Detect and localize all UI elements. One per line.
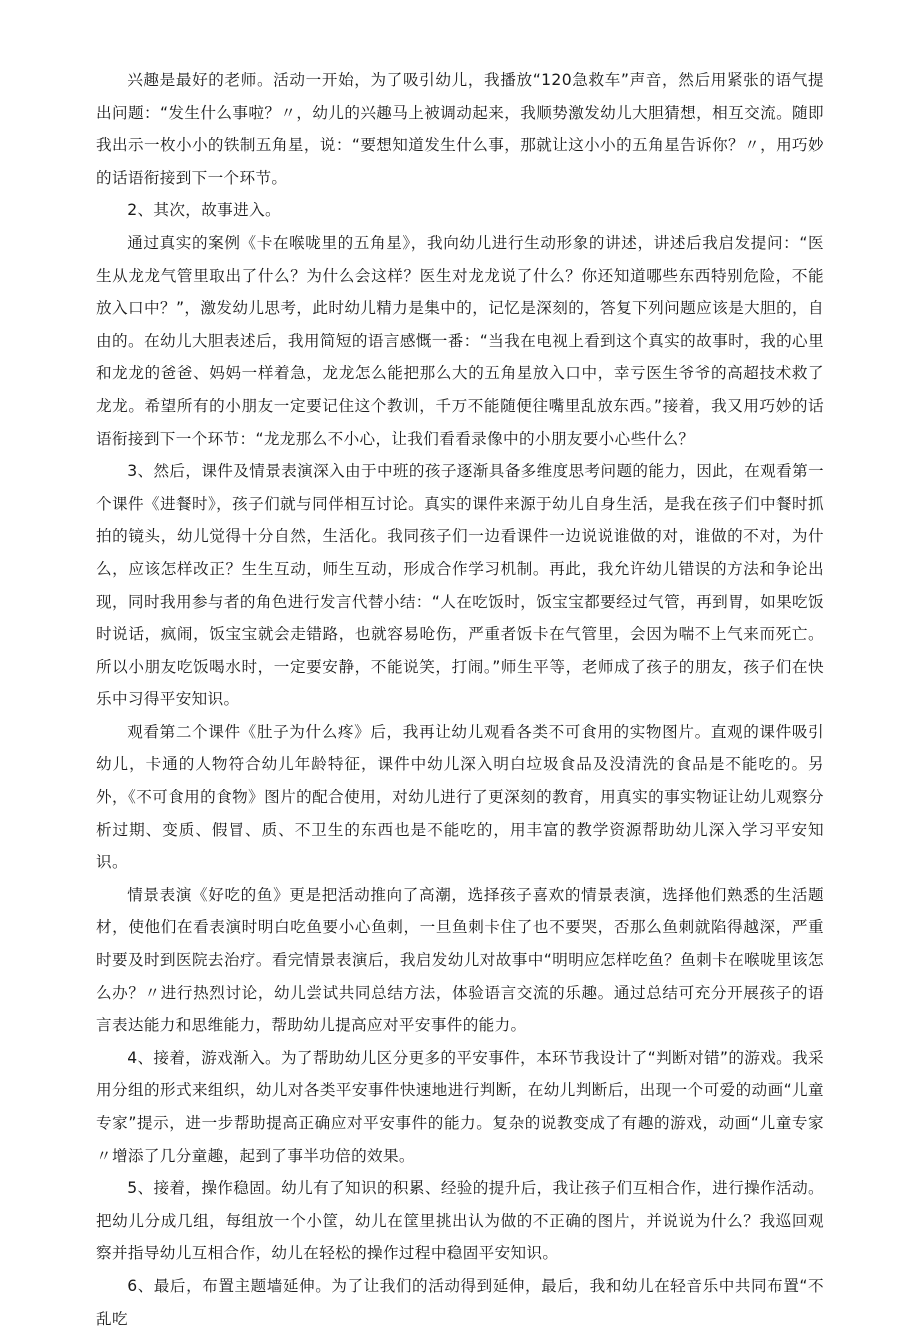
paragraph-story-case: 通过真实的案例《卡在喉咙里的五角星》，我向幼儿进行生动形象的讲述，讲述后我启发提问：“医生从龙龙气管里取出了什么？为什么会这样？医生对龙龙说了什么？你还知道哪些东西特别危险，不能放入口中？”，激发幼儿思考，此时幼儿精力是集中的，记忆是深刻的，答复下列问题应该是大胆的，自由的。在幼儿大胆表述后，我用简短的语言感慨一番：“当我在电视上看到这个真实的故事时，我的心里和龙龙的爸爸、妈妈一样着急，龙龙怎么能把那么大的五角星放入口中，幸亏医生爷爷的高超技术救了龙龙。希望所有的小朋友一定要记住这个教训，千万不能随便往嘴里乱放东西。”接着，我又用巧妙的话语衔接到下一个环节：“龙龙那么不小心，让我们看看录像中的小朋友要小心些什么？ [96, 233, 824, 448]
paragraph-step-6-wall: 6、最后，布置主题墙延伸。为了让我们的活动得到延伸，最后，我和幼儿在轻音乐中共同布置“不乱吃 [96, 1276, 824, 1328]
paragraph-step-2-heading: 2、其次，故事进入。 [127, 201, 281, 220]
paragraph-step-4-game: 4、接着，游戏渐入。为了帮助幼儿区分更多的平安事件，本环节我设计了“判断对错”的游戏。我采用分组的形式来组织，幼儿对各类平安事件快速地进行判断，在幼儿判断后，出现一个可爱的动画“儿童专家”提示，进一步帮助提高正确应对平安事件的能力。复杂的说教变成了有趣的游戏，动画“儿童专家〃增添了几分童趣，起到了事半功倍的效果。 [96, 1048, 824, 1165]
paragraph-intro-interest: 兴趣是最好的老师。活动一开始，为了吸引幼儿，我播放“120急救车”声音，然后用紧张的语气提出问题：“发生什么事啦？〃，幼儿的兴趣马上被调动起来，我顺势激发幼儿大胆猜想，相互交流。随即我出示一枚小小的铁制五角星，说：“要想知道发生什么事，那就让这小小的五角星告诉你？〃，用巧妙的话语衔接到下一个环节。 [96, 71, 824, 187]
paragraph-step-5-operation: 5、接着，操作稳固。幼儿有了知识的积累、经验的提升后，我让孩子们互相合作，进行操作活动。把幼儿分成几组，每组放一个小筐，幼儿在筐里挑出认为做的不正确的图片，并说说为什么？我巡回观察并指导幼儿互相合作，幼儿在轻松的操作过程中稳固平安知识。 [96, 1179, 824, 1263]
paragraph-step-3-courseware: 3、然后，课件及情景表演深入由于中班的孩子逐渐具备多维度思考问题的能力，因此，在观看第一个课件《进餐时》，孩子们就与同伴相互讨论。真实的课件来源于幼儿自身生活，是我在孩子们中餐时抓拍的镜头，幼儿觉得十分自然，生活化。我同孩子们一边看课件一边说说谁做的对，谁做的不对，为什么，应该怎样改正？生生互动，师生互动，形成合作学习机制。再此，我允许幼儿错误的方法和争论出现，同时我用参与者的角色进行发言代替小结：“人在吃饭时，饭宝宝都要经过气管，再到胃，如果吃饭时说话，疯闹，饭宝宝就会走错路，也就容易呛伤，严重者饭卡在气管里，会因为喘不上气来而死亡。所以小朋友吃饭喝水时，一定要安静，不能说笑，打闹。”师生平等，老师成了孩子的朋友，孩子们在快乐中习得平安知识。 [96, 462, 824, 709]
paragraph-second-courseware: 观看第二个课件《肚子为什么疼》后，我再让幼儿观看各类不可食用的实物图片。直观的课件吸引幼儿，卡通的人物符合幼儿年龄特征，课件中幼儿深入明白垃圾食品及没清洗的食品是不能吃的。另外，《不可食用的食物》图片的配合使用，对幼儿进行了更深刻的教育，用真实的事实物证让幼儿观察分析过期、变质、假冒、质、不卫生的东西也是不能吃的，用丰富的教学资源帮助幼儿深入学习平安知识。 [96, 722, 824, 872]
paragraph-fish-performance: 情景表演《好吃的鱼》更是把活动推向了高潮，选择孩子喜欢的情景表演，选择他们熟悉的生活题材，使他们在看表演时明白吃鱼要小心鱼刺，一旦鱼刺卡住了也不要哭，否那么鱼刺就陷得越深，严重时要及时到医院去治疗。看完情景表演后，我启发幼儿对故事中“明明应怎样吃鱼？鱼刺卡在喉咙里该怎么办？〃进行热烈讨论，幼儿尝试共同总结方法，体验语言交流的乐趣。通过总结可充分开展孩子的语言表达能力和思维能力，帮助幼儿提高应对平安事件的能力。 [96, 885, 824, 1035]
